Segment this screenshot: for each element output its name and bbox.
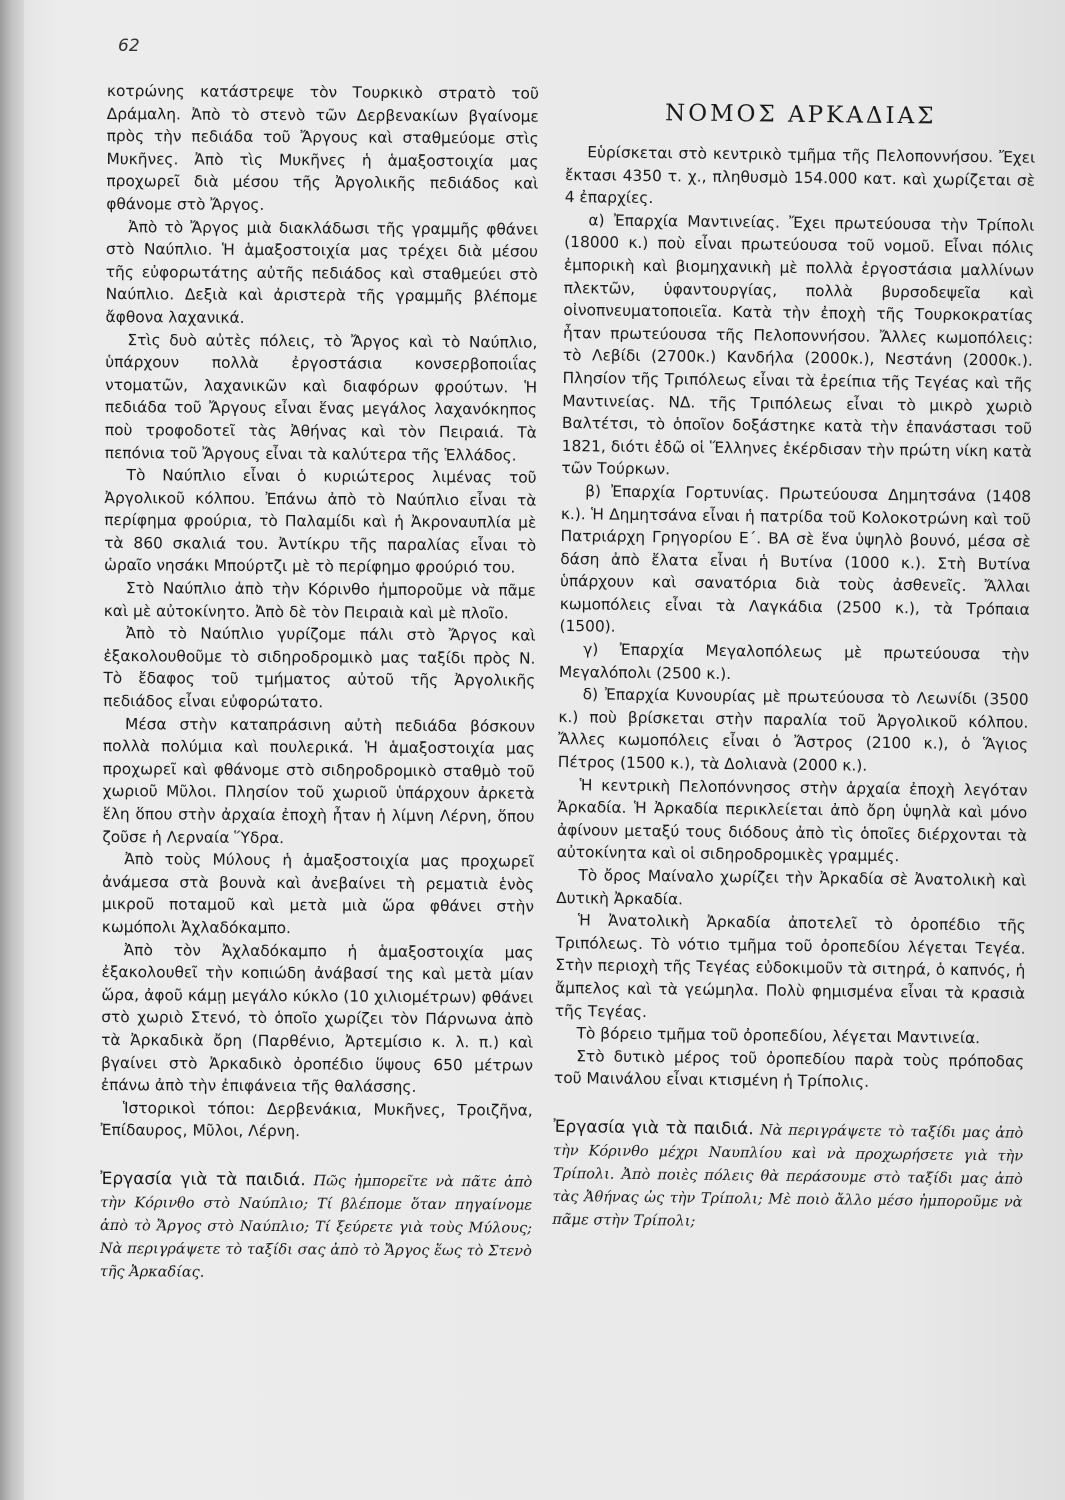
right-paragraph-8: Ἡ Ἀνατολικὴ Ἀρκαδία ἀποτελεῖ τὸ ὀροπέδιο τῆς Τριπόλεως. Τὸ νότιο τμῆμα τοῦ ὀροπεδίου λέγεται Τεγέα. Στὴν περιοχὴ τῆς Τεγέας εὐδοκιμοῦν τὰ σιτηρά, ὁ καπνός, ἡ ἄμπελος καὶ τὰ γεώμηλα. Πολὺ φημισμένα εἶναι τὰ κρασιὰ τῆς Τεγέας. [554,911,1026,1021]
left-paragraph-2: Ἀπὸ τὸ Ἄργος μιὰ διακλάδωσι τῆς γραμμῆς φθάνει στὸ Ναύπλιο. Ἡ ἁμαξοστοιχία μας τρέχει διὰ μέσου τῆς εὐφορωτάτης αὐτῆς πεδιάδος καὶ σταθμεύει στὸ Ναύπλιο. Δεξιὰ καὶ ἀριστερὰ τῆς γραμμῆς βλέπομε ἄφθονα λαχανικά. [105,217,539,327]
right-paragraph-4: γ) Ἐπαρχία Μεγαλοπόλεως μὲ πρωτεύουσα τὴν Μεγαλόπολι (2500 κ.). [558,640,1030,683]
right-paragraph-10: Στὸ δυτικὸ μέρος τοῦ ὀροπεδίου παρὰ τοὺς πρόποδας τοῦ Μαινάλου εἶναι κτισμένη ἡ Τρίπολις. [553,1046,1025,1092]
right-exercise [552,1116,1023,1237]
right-paragraph-5: δ) Ἐπαρχία Κυνουρίας μὲ πρωτεύουσα τὸ Λεωνίδι (3500 κ.) ποὺ βρίσκεται στὴν παραλία τοῦ Ἀργολικοῦ κόλπου. Ἄλλες κωμοπόλεις εἶναι ὁ Ἄστρος (2100 κ.), ὁ Ἅγιος Πέτρος (1500 κ.), τὰ Δολιανὰ (2000 κ.). [557,685,1029,775]
left-exercise-title: Ἐργασία γιὰ τὰ παιδιά. [100,1168,306,1191]
left-exercise-text: Πῶς ἠμπορεῖτε νὰ πᾶτε ἀπὸ τὴν Κόρινθο στὸ Ναύπλιο; Τί βλέπομε ὅταν πηγαίνομε ἀπὸ τὸ Ἄργος στὸ Ναύπλιο; Τί ξεύρετε γιὰ τοὺς Μύλους; Νὰ περιγράψετε τὸ ταξίδι σας ἀπὸ τὸ Ἄργος ἕως τὸ Στενὸ τῆς Ἀρκαδίας. [99,1173,533,1281]
right-column [552,95,1036,1237]
left-paragraph-5: Στὸ Ναύπλιο ἀπὸ τὴν Κόρινθο ἠμποροῦμε νὰ πᾶμε καὶ μὲ αὐτοκίνητο. Ἀπὸ δὲ τὸν Πειραιὰ καὶ μὲ πλοῖο. [103,579,536,623]
left-column [100,80,539,1286]
right-paragraph-7: Τὸ ὄρος Μαίναλο χωρίζει τὴν Ἀρκαδία σὲ Ἀνατολικὴ καὶ Δυτικὴ Ἀρκαδία. [556,866,1027,909]
right-paragraph-2: α) Ἐπαρχία Μαντινείας. Ἔχει πρωτεύουσα τὴν Τρίπολι (18000 κ.) ποὺ εἶναι πρωτεύουσα τοῦ νομοῦ. Εἶναι πόλις ἐμπορικὴ καὶ βιομηχανικὴ μὲ πολλὰ ἐργοστάσια μαλλίνων πλεκτῶν, ὑφαντουργίας, πολλὰ βυρσοδεψεῖα καὶ οἰνοπνευματοποιεῖα. Κατὰ τὴν ἐποχὴ τῆς Τουρκοκρατίας ἦταν πρωτεύουσα τῆς Πελοποννήσου. Ἄλλες κωμοπόλεις: τὸ Λεβίδι (2700κ.) Κανδήλα (2000κ.), Νεστάνη (2000κ.). Πλησίον τῆς Τριπόλεως εἶναι τὰ ἐρείπια τῆς Τεγέας καὶ τῆς Μαντινείας. ΝΔ. τῆς Τριπόλεως εἶναι τὸ μικρὸ χωριὸ Βαλτέτσι, τὸ ὁποῖον δοξάστηκε κατὰ τὴν ἐπανάστασι τοῦ 1821, διότι ἐδῶ οἱ Ἕλληνες ἐκέρδισαν τὴν πρώτη νίκη κατὰ τῶν Τούρκων. [561,211,1035,479]
section-heading: ΝΟΜΟΣ ΑΡΚΑΔΙΑΣ [664,100,937,130]
left-paragraph-9: Ἀπὸ τὸν Ἀχλαδόκαμπο ἡ ἁμαξοστοιχία μας ἐξακολουθεῖ τὴν κοπιώδη ἀνάβασί της καὶ μετὰ μίαν ὥρα, ἀφοῦ κάμῃ μεγάλο κύκλο (10 χιλιομέτρων) φθάνει στὸ χωριὸ Στενό, τὸ ὁποῖο χωρίζει τὸν Πάρνωνα ἀπὸ τὰ Ἀρκαδικὰ ὄρη (Παρθένιο, Ἀρτεμίσιο κ. λ. π.) καὶ βγαίνει στὸ Ἀρκαδικὸ ὀροπέδιο ὕψους 650 μέτρων ἐπάνω ἀπὸ τὴν ἐπιφάνεια τῆς θαλάσσης. [100,940,534,1097]
left-paragraph-6: Ἀπὸ τὸ Ναύπλιο γυρίζομε πάλι στὸ Ἄργος καὶ ἐξακολουθοῦμε τὸ σιδηροδρομικὸ μας ταξίδι πρὸς Ν. Τὸ ἔδαφος τοῦ τμήματος αὐτοῦ τῆς Ἀργολικῆς πεδιάδος εἶναι εὐφορώτατο. [103,624,536,712]
book-binding-edge [0,0,24,1500]
left-paragraph-7: Μέσα στὴν καταπράσινη αὐτὴ πεδιάδα βόσκουν πολλὰ πολύμια καὶ πουλερικά. Ἡ ἁμαξοστοιχία μας προχωρεῖ καὶ φθάνομε στὸ σιδηροδρομικὸ σταθμὸ τοῦ χωριοῦ Μῦλοι. Πλησίον τοῦ χωριοῦ ὑπάρχουν ἀρκετὰ ἕλη ὅπου στὴν ἀρχαία ἐποχὴ ἦταν ἡ λίμνη Λέρνη, ὅπου ζοῦσε ἡ Λερναία Ὕδρα. [102,714,536,847]
right-paragraph-6: Ἡ κεντρικὴ Πελοπόννησος στὴν ἀρχαία ἐποχὴ λεγόταν Ἀρκαδία. Ἡ Ἀρκαδία περικλείεται ἀπὸ ὄρη ὑψηλὰ καὶ μόνο ἀφίνουν μεταξύ τους διόδους ἀπὸ τὶς ὁποῖες διέρχονται τὰ αὐτοκίνητα καὶ οἱ σιδηροδρομικὲς γραμμές. [556,775,1028,866]
left-paragraph-1: κοτρώνης κατάστρεψε τὸν Τουρκικὸ στρατὸ τοῦ Δράμαλη. Ἀπὸ τὸ στενὸ τῶν Δερβενακίων βγαίνομε πρὸς τὴν πεδιάδα τοῦ Ἄργους καὶ σταθμεύομε στὶς Μυκῆνες. Ἀπὸ τὶς Μυκῆνες ἡ ἁμαξοστοιχία μας προχωρεῖ διὰ μέσου τῆς Ἀργολικῆς πεδιάδος καὶ φθάνομε στὸ Ἄργος. [106,81,539,214]
left-paragraph-10: Ἱστορικοὶ τόποι: Δερβενάκια, Μυκῆνες, Τροιζῆνα, Ἐπίδαυρος, Μῦλοι, Λέρνη. [100,1098,533,1141]
right-paragraph-1: Εὑρίσκεται στὸ κεντρικὸ τμῆμα τῆς Πελοποννήσου. Ἔχει ἔκτασι 4350 τ. χ., πληθυσμὸ 154.000 κατ. καὶ χωρίζεται σὲ 4 ἐπαρχίες. [564,143,1036,208]
right-exercise-title: Ἐργασία γιὰ τὰ παιδιά. [553,1116,754,1140]
right-exercise-text: Νὰ περιγράψετε τὸ ταξίδι μας ἀπὸ τὴν Κόρινθο μέχρι Ναυπλίου καὶ νὰ προχωρήσετε γιὰ τὴν Τρίπολι. Ἀπὸ ποιὲς πόλεις θὰ περάσουμε στὸ ταξίδι μας ἀπὸ τὰς Ἀθήνας ὡς τὴν Τρίπολι; Μὲ ποιὸ ἄλλο μέσο ἠμποροῦμε νὰ πᾶμε στὴν Τρίπολι; [552,1122,1024,1230]
left-paragraph-4: Τὸ Ναύπλιο εἶναι ὁ κυριώτερος λιμένας τοῦ Ἀργολικοῦ κόλπου. Ἐπάνω ἀπὸ τὸ Ναύπλιο εἶναι τὰ περίφημα φρούρια, τὸ Παλαμίδι καὶ ἡ Ἀκροναυπλία μὲ τὰ 860 σκαλιά του. Ἀντίκρυ τῆς παραλίας εἶναι τὸ ὡραῖο νησάκι Μπούρτζι μὲ τὸ περίφημο φρούριό του. [103,466,537,577]
right-paragraph-3: β) Ἐπαρχία Γορτυνίας. Πρωτεύουσα Δημητσάνα (1408 κ.). Ἡ Δημητσάνα εἶναι ἡ πατρίδα τοῦ Κολοκοτρώνη καὶ τοῦ Πατριάρχη Γρηγορίου Ε΄. ΒΑ σὲ ἕνα ὑψηλὸ βουνό, μέσα σὲ δάση ἀπὸ ἔλατα εἶναι ἡ Βυτίνα (1000 κ.). Στὴ Βυτίνα ὑπάρχουν καὶ σανατόρια διὰ τοὺς ἀσθενεῖς. Ἄλλαι κωμοπόλεις εἶναι τὰ Λαγκάδια (2500 κ.), τὰ Τρόπαια (1500). [559,482,1032,637]
page-number: 62 [118,36,140,56]
left-paragraph-8: Ἀπὸ τοὺς Μύλους ἡ ἁμαξοστοιχία μας προχωρεῖ ἀνάμεσα στὰ βουνὰ καὶ ἀνεβαίνει τὴ ρεματιὰ ἑνὸς μικροῦ ποταμοῦ καὶ μετὰ μιὰ ὥρα φθάνει στὴν κωμόπολι Ἀχλαδόκαμπο. [101,850,535,938]
left-paragraph-3: Στὶς δυὸ αὐτὲς πόλεις, τὸ Ἄργος καὶ τὸ Ναύπλιο, ὑπάρχουν πολλὰ ἐργοστάσια κονσερβοποιΐας ντοματῶν, λαχανικῶν καὶ διαφόρων φρούτων. Ἡ πεδιάδα τοῦ Ἄργους εἶναι ἕνας μεγάλος λαχανόκηπος ποὺ τροφοδοτεῖ τὰς Ἀθήνας καὶ τὸν Πειραιά. Τὰ πεπόνια τοῦ Ἄργους εἶναι τὰ καλύτερα τῆς Ἑλλάδος. [104,330,538,465]
left-exercise [100,1168,533,1286]
right-paragraph-9: Τὸ βόρειο τμῆμα τοῦ ὀροπεδίου, λέγεται Μαντινεία. [576,1024,981,1048]
